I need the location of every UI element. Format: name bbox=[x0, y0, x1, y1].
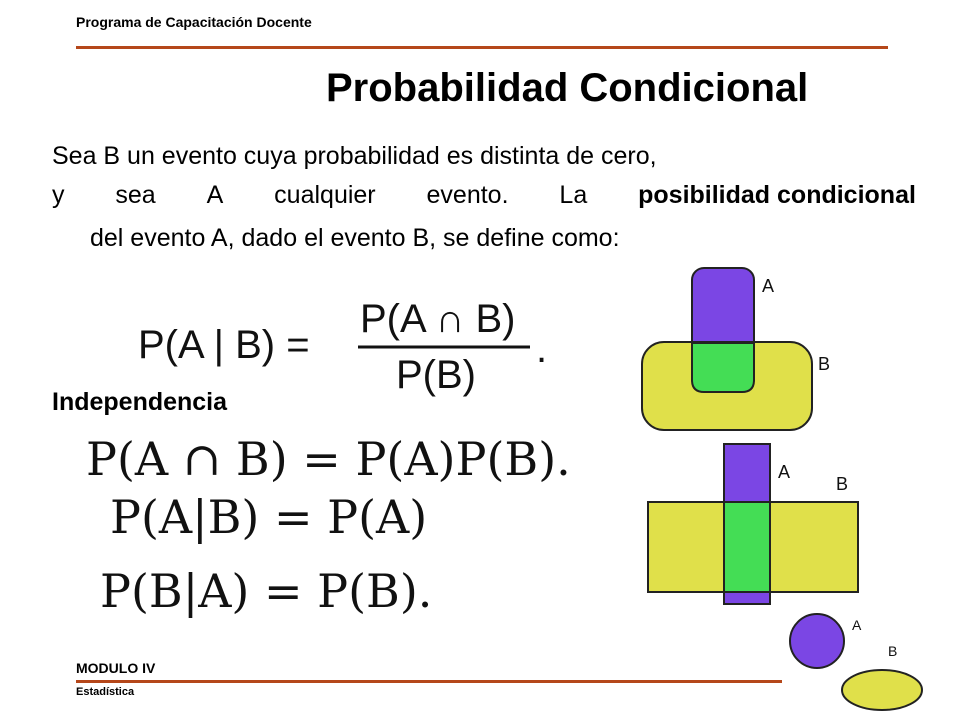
module-label: MODULO IV bbox=[76, 660, 156, 676]
intersection-rect bbox=[724, 502, 770, 592]
definition-line-3: del evento A, dado el evento B, se define como: bbox=[90, 224, 620, 252]
word-6: La bbox=[559, 181, 588, 209]
word-4: cualquier bbox=[274, 181, 376, 209]
formula-period: . bbox=[536, 327, 548, 371]
label-a: A bbox=[778, 462, 791, 482]
independence-equation-2: P(A|B) = P(A) bbox=[110, 490, 428, 544]
label-a: A bbox=[762, 276, 775, 296]
intersection-shape bbox=[692, 343, 754, 392]
venn-diagram-disjoint bbox=[786, 610, 926, 712]
top-divider bbox=[76, 46, 888, 49]
definition-line-1: Sea B un evento cuya probabilidad es distinta de cero, bbox=[52, 142, 657, 170]
page-title: Probabilidad Condicional bbox=[326, 66, 809, 110]
venn-diagram-cross bbox=[640, 440, 870, 608]
label-a: A bbox=[852, 617, 862, 633]
label-b: B bbox=[818, 354, 831, 374]
subject-label: Estadística bbox=[76, 686, 135, 698]
venn-diagram-overlap bbox=[636, 264, 831, 436]
program-header: Programa de Capacitación Docente bbox=[76, 14, 312, 30]
label-b: B bbox=[836, 474, 849, 494]
set-b-ellipse bbox=[842, 670, 922, 710]
formula-numerator: P(A ∩ B) bbox=[360, 297, 516, 341]
independence-heading: Independencia bbox=[52, 388, 228, 416]
definition-line-2 bbox=[52, 181, 916, 210]
formula-lhs: P(A | B) = bbox=[138, 323, 310, 367]
bold-term: posibilidad condicional bbox=[638, 181, 916, 209]
word-2: sea bbox=[115, 181, 156, 209]
independence-equation-1: P(A ∩ B) = P(A)P(B). bbox=[86, 432, 571, 486]
set-a-circle bbox=[790, 614, 844, 668]
word-5: evento. bbox=[426, 181, 509, 209]
word-1: y bbox=[52, 181, 65, 209]
word-3: A bbox=[206, 181, 224, 209]
formula-denominator: P(B) bbox=[396, 353, 476, 397]
conditional-formula bbox=[136, 292, 556, 402]
independence-equation-3: P(B|A) = P(B). bbox=[100, 564, 433, 618]
bottom-divider bbox=[76, 680, 782, 683]
label-b: B bbox=[888, 643, 898, 659]
